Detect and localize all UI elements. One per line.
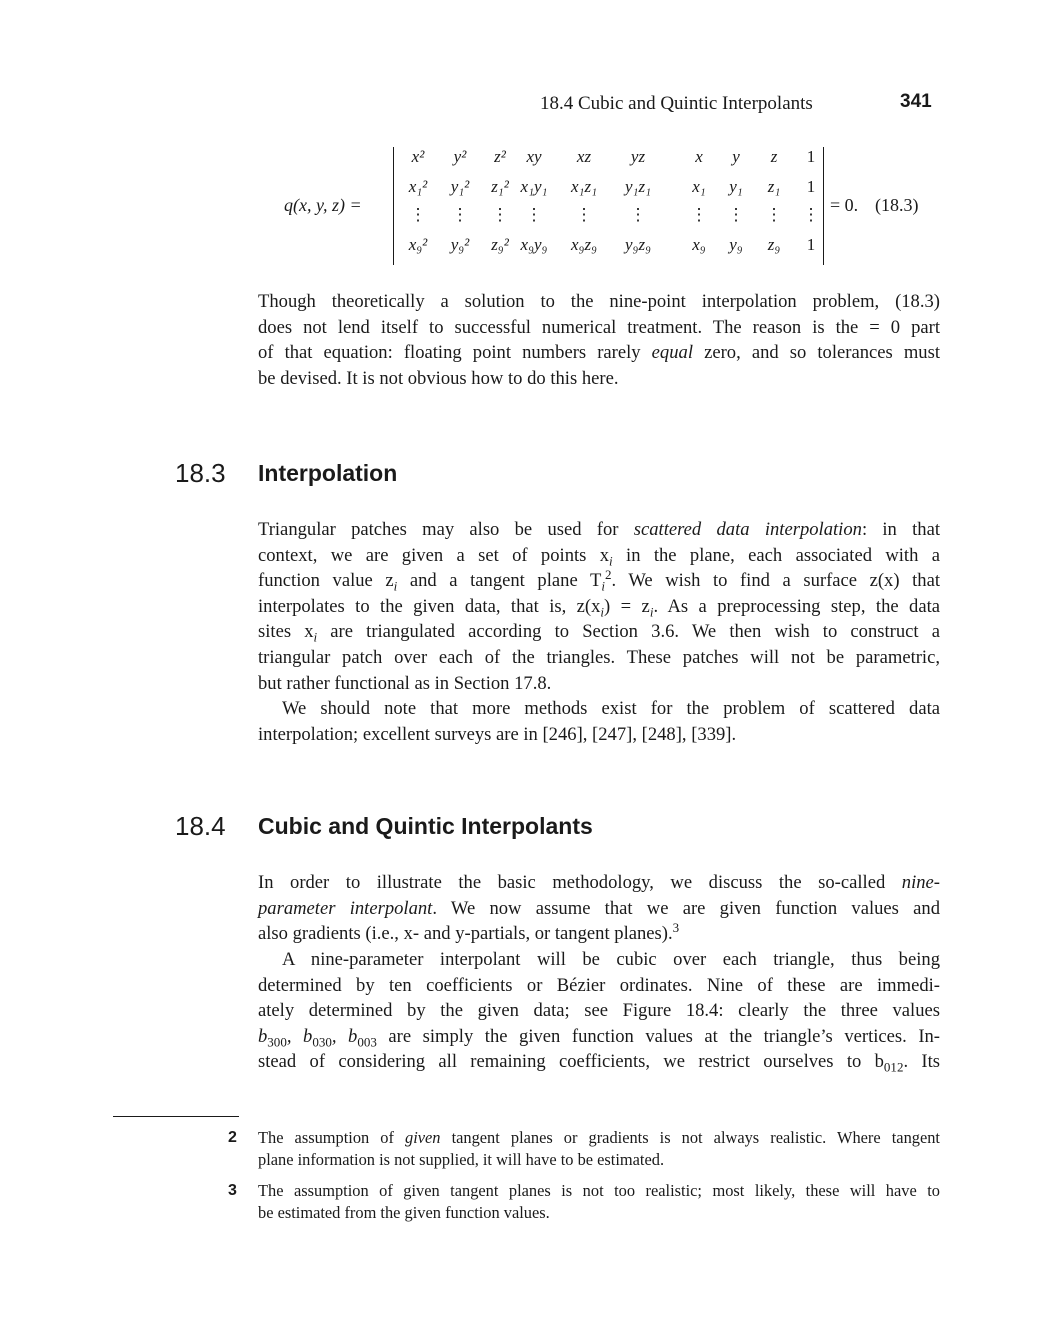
text-line: function value $z_i$ and a tangent plane $T_i^2$. We wish to find a surface z(x) that — [258, 567, 941, 594]
matrix-cell: z² — [494, 147, 506, 166]
matrix-cell: y₉² — [450, 235, 470, 254]
matrix-cell: z — [770, 147, 778, 166]
matrix-cell: ⋮ — [575, 205, 593, 224]
matrix-cell: ⋮ — [629, 205, 647, 224]
text-line: $b_{300}$, $b_{030}$, $b_{003}$ are simply the given function values at the triangle’s vertices. In- — [258, 1025, 941, 1050]
text-line: also gradients (i.e., x- and y-partials, or tangent planes).$^3$ — [258, 920, 680, 945]
matrix-cell: y² — [453, 147, 467, 166]
text-line: interpolates to the given data, that is, $z(x_i) = z_i$. As a preprocessing step, the data — [258, 595, 941, 620]
equation-rhs: = 0. — [830, 195, 859, 215]
text-line: does not lend itself to successful numerical treatment. The reason is the = 0 part — [258, 316, 940, 338]
matrix-cell: y₁² — [450, 177, 470, 196]
matrix-cell: x₁ — [692, 177, 706, 196]
paragraph-surveys — [258, 696, 940, 747]
matrix-cell: z₉² — [491, 235, 509, 254]
matrix-cell: y₉z₉ — [625, 235, 651, 254]
matrix-row — [394, 235, 823, 265]
matrix-cell: x₉² — [408, 235, 428, 254]
matrix-cell: x₉ — [692, 235, 706, 254]
determinant-matrix — [393, 147, 824, 265]
section-title: Cubic and Quintic Interpolants — [258, 813, 593, 839]
section-number: 18.3 — [175, 458, 226, 488]
footnote-ref: 3 — [672, 920, 680, 935]
matrix-cell: ⋮ — [765, 205, 783, 224]
section-title: Interpolation — [258, 460, 398, 486]
footnote-ref: 2 — [604, 567, 612, 582]
paragraph-cubic — [258, 947, 940, 1075]
matrix-cell: x₁y₁ — [520, 177, 548, 196]
text-line: context, we are given a set of points $x_i$ in the plane, each associated with a — [258, 544, 941, 569]
matrix-cell: 1 — [806, 235, 816, 254]
matrix-cell: xy — [526, 147, 542, 166]
text-line: but rather functional as in Section 17.8. — [258, 672, 552, 694]
matrix-cell: x₁² — [408, 177, 428, 196]
text-line: of that equation: floating point numbers rarely equal zero, and so tolerances must — [258, 342, 941, 364]
text-line: ately determined by the given data; see Figure 18.4: clearly the three values — [258, 1000, 940, 1022]
text-line: triangular patch over each of the triangles. These patches will not be parametric, — [258, 646, 940, 668]
section-number: 18.4 — [175, 811, 226, 841]
matrix-cell: z₁² — [491, 177, 509, 196]
matrix-cell: ⋮ — [690, 205, 708, 224]
matrix-cell: 1 — [806, 177, 816, 196]
matrix-cell: y₁z₁ — [625, 177, 651, 196]
paragraph-nine-parameter — [258, 870, 940, 947]
page-number: 341 — [900, 91, 932, 112]
matrix-row — [394, 205, 823, 235]
matrix-cell: y₉ — [729, 235, 743, 254]
matrix-cell: xz — [576, 147, 592, 166]
text-line: Triangular patches may also be used for scattered data interpolation: in that — [258, 519, 940, 540]
equation-number: (18.3) — [875, 195, 919, 215]
text-line: be estimated from the given function values. — [258, 1203, 550, 1222]
text-line: The assumption of given tangent planes or gradients is not always realistic. Where tangent — [258, 1128, 940, 1147]
text-line: sites $x_i$ are triangulated according to Section 3.6. We then wish to construct a — [258, 621, 940, 646]
matrix-cell: x² — [411, 147, 425, 166]
matrix-cell: ⋮ — [409, 205, 427, 224]
matrix-cell: ⋮ — [727, 205, 745, 224]
text-line: In order to illustrate the basic methodology, we discuss the so-called nine- — [258, 872, 940, 893]
matrix-cell: z₉ — [767, 235, 781, 254]
text-line: stead of considering all remaining coefficients, we restrict ourselves to $b_{012}$. Its — [258, 1051, 941, 1076]
matrix-cell: x₉z₉ — [571, 235, 597, 254]
footnote-number: 2 — [228, 1129, 237, 1146]
matrix-cell: ⋮ — [802, 205, 820, 224]
matrix-row — [394, 177, 823, 207]
matrix-cell: 1 — [806, 147, 816, 166]
paragraph-intro — [258, 289, 940, 391]
matrix-cell: x — [695, 147, 703, 166]
matrix-cell: x₁z₁ — [571, 177, 597, 196]
matrix-row — [394, 147, 823, 177]
footnote-number: 3 — [228, 1182, 237, 1199]
matrix-cell: yz — [630, 147, 646, 166]
text-line: interpolation; excellent surveys are in [246], [247], [248], [339]. — [258, 723, 737, 745]
text-line: parameter interpolant. We now assume that we are given function values and — [258, 897, 941, 919]
paragraph-interpolation — [258, 517, 940, 696]
text-line: plane information is not supplied, it will have to be estimated. — [258, 1150, 665, 1169]
matrix-cell: y₁ — [729, 177, 743, 196]
footnote — [258, 1180, 940, 1224]
matrix-cell: ⋮ — [491, 205, 509, 224]
equation-lhs: q(x, y, z) = — [284, 195, 362, 215]
text-line: We should note that more methods exist for the problem of scattered data — [282, 698, 940, 719]
text-line: determined by ten coefficients or Bézier ordinates. Nine of these are immedi- — [258, 974, 940, 996]
matrix-cell: z₁ — [767, 177, 781, 196]
footnote-divider — [113, 1116, 239, 1117]
matrix-cell: x₉y₉ — [520, 235, 548, 254]
matrix-cell: ⋮ — [451, 205, 469, 224]
matrix-cell: y — [732, 147, 740, 166]
text-line: be devised. It is not obvious how to do this here. — [258, 367, 619, 389]
text-line: Though theoretically a solution to the nine-point interpolation problem, (18.3) — [258, 291, 940, 312]
running-header: 18.4 Cubic and Quintic Interpolants — [540, 93, 813, 114]
matrix-cell: ⋮ — [525, 205, 543, 224]
text-line: The assumption of given tangent planes is not too realistic; most likely, these will have to — [258, 1181, 940, 1200]
text-line: A nine-parameter interpolant will be cubic over each triangle, thus being — [282, 949, 940, 970]
footnote — [258, 1127, 940, 1171]
